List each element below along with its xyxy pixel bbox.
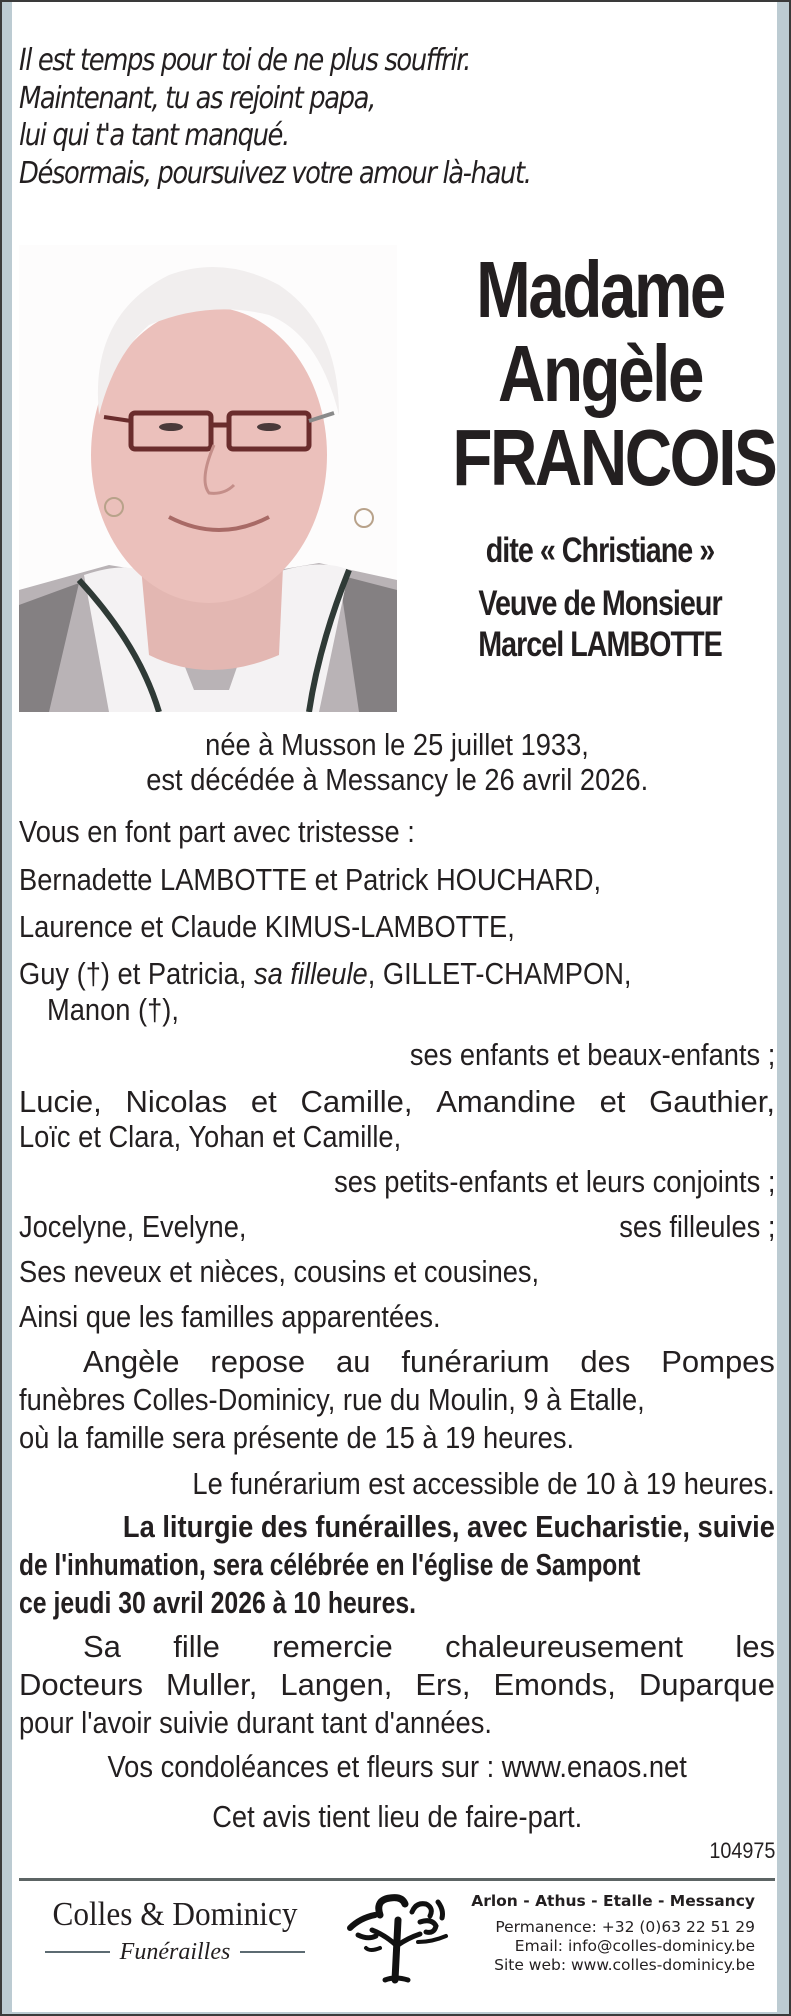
website-link[interactable]: Site web: www.colles-dominicy.be xyxy=(494,1956,755,1974)
poem-line: lui qui t'a tant manqué. xyxy=(19,118,289,153)
brand-tagline: Funérailles xyxy=(119,1939,231,1965)
funeral-line: de l'inhumation, sera célébrée en l'église de Sampont xyxy=(19,1547,641,1582)
visitation-line: où la famille sera présente de 15 à 19 heures. xyxy=(19,1420,575,1455)
divider xyxy=(45,1951,110,1953)
nephews-line: Ses neveux et nièces, cousins et cousines, xyxy=(19,1254,540,1289)
families-line: Ainsi que les familles apparentées. xyxy=(19,1299,441,1334)
poem-line: Désormais, poursuivez votre amour là-haut. xyxy=(19,155,531,191)
name-details xyxy=(420,530,780,665)
visitation-line: Angèle repose au funérarium des Pompes xyxy=(83,1344,775,1379)
birth-line: née à Musson le 25 juillet 1933, xyxy=(205,727,589,762)
locations: Arlon - Athus - Etalle - Messancy xyxy=(471,1892,755,1910)
portrait-photo xyxy=(19,245,397,712)
announcer-line: Bernadette LAMBOTTE et Patrick HOUCHARD, xyxy=(19,862,602,897)
tree-icon xyxy=(340,1890,455,1985)
death-line: est décédée à Messancy le 26 avril 2026. xyxy=(146,762,648,797)
portrait-illustration xyxy=(19,245,397,712)
email-link[interactable]: Email: info@colles-dominicy.be xyxy=(514,1937,755,1955)
announcer-line: Guy (†) et Patricia, sa filleule, GILLET-CHAMPON, xyxy=(19,956,632,991)
thanks-line: pour l'avoir suivie durant tant d'années. xyxy=(19,1705,492,1740)
name-title: Madame xyxy=(476,245,724,334)
godchildren-label: ses filleules ; xyxy=(618,1209,775,1244)
footer-divider xyxy=(19,1878,775,1881)
divider xyxy=(240,1951,305,1953)
condolences-link[interactable]: Vos condoléances et fleurs sur : www.enaos.net xyxy=(107,1749,687,1784)
poem-line: Maintenant, tu as rejoint papa, xyxy=(19,80,375,116)
thanks-line: Sa fille remercie chaleureusement les xyxy=(83,1629,775,1664)
reference-number: 104975 xyxy=(708,1838,775,1863)
widow-of-label: Veuve de Monsieur xyxy=(478,584,722,623)
funeral-home-contact xyxy=(471,1890,755,1975)
spouse-name: Marcel LAMBOTTE xyxy=(478,625,722,664)
children-label: ses enfants et beaux-enfants ; xyxy=(409,1037,775,1072)
grandchildren-line: Lucie, Nicolas et Camille, Amandine et Gauthier, xyxy=(19,1084,775,1119)
poem-line: Il est temps pour toi de ne plus souffrir. xyxy=(19,43,470,78)
access-hours: Le funérarium est accessible de 10 à 19 heures. xyxy=(192,1466,775,1501)
poem xyxy=(19,42,655,192)
thanks-line: Docteurs Muller, Langen, Ers, Emonds, Duparque xyxy=(19,1667,775,1702)
funeral-line: ce jeudi 30 avril 2026 à 10 heures. xyxy=(19,1585,417,1620)
phone-number[interactable]: Permanence: +32 (0)63 22 51 29 xyxy=(495,1918,755,1936)
nickname: dite « Christiane » xyxy=(485,531,715,570)
announcer-line: Laurence et Claude KIMUS-LAMBOTTE, xyxy=(19,909,515,944)
deceased-name xyxy=(420,245,780,502)
visitation-line: funèbres Colles-Dominicy, rue du Moulin, 9 à Etalle, xyxy=(19,1382,645,1417)
grandchildren-line: Loïc et Clara, Yohan et Camille, xyxy=(19,1119,402,1154)
funeral-home-logo xyxy=(30,1895,320,1967)
godchildren-line: Jocelyne, Evelyne, xyxy=(19,1209,247,1244)
name-last: FRANCOIS xyxy=(452,413,776,502)
notice-statement: Cet avis tient lieu de faire-part. xyxy=(212,1799,582,1834)
grandchildren-label: ses petits-enfants et leurs conjoints ; xyxy=(333,1164,775,1199)
godchild-note: sa filleule xyxy=(253,956,368,991)
brand-name: Colles & Dominicy xyxy=(52,1896,298,1933)
announcer-line: Manon (†), xyxy=(47,992,179,1027)
announcers-intro: Vous en font part avec tristesse : xyxy=(19,814,415,849)
funeral-line: La liturgie des funérailles, avec Eucharistie, suivie xyxy=(123,1509,775,1544)
name-first: Angèle xyxy=(498,329,702,418)
